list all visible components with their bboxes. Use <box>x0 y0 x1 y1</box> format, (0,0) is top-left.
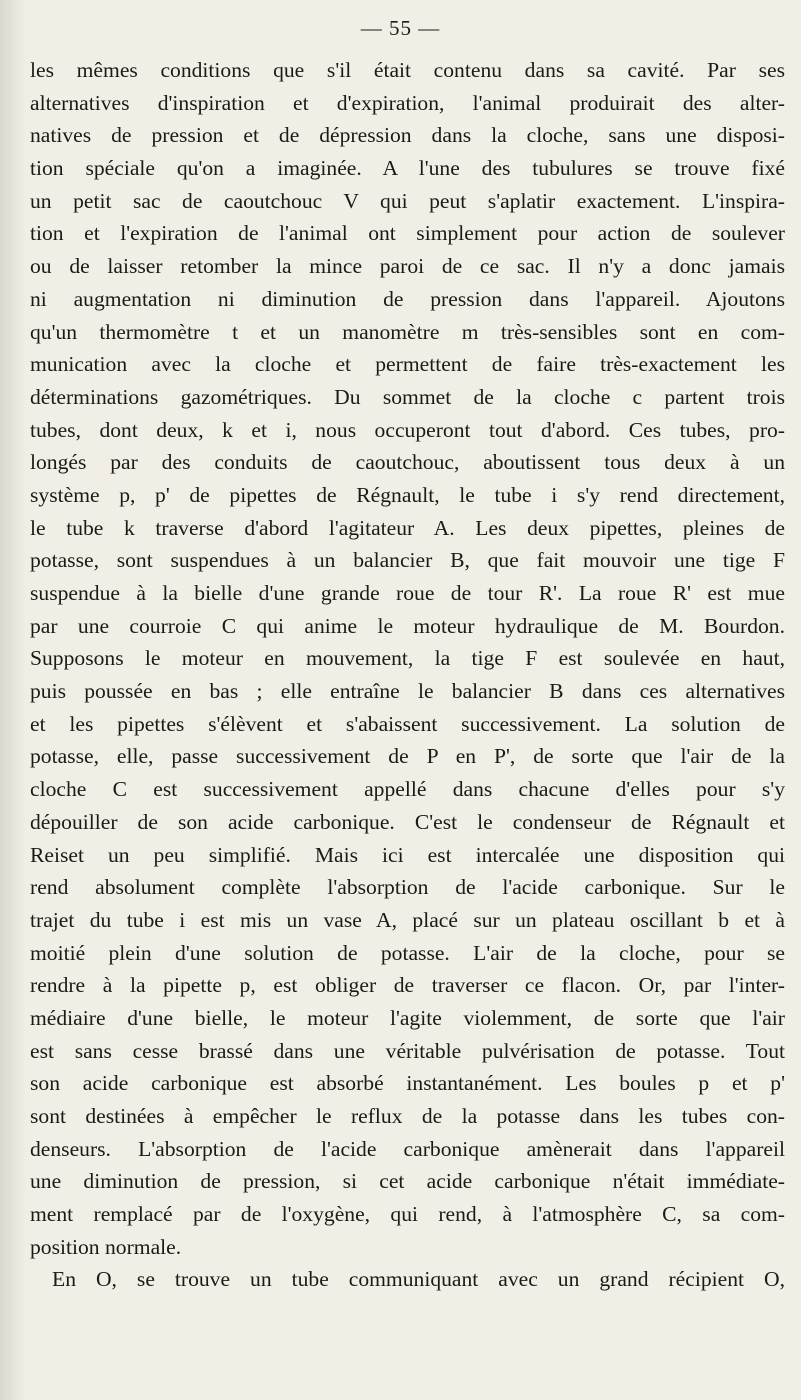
text-line: les mêmes conditions que s'il était contenu dans sa cavité. Par ses <box>30 58 785 82</box>
page-number: — 55 — <box>360 16 441 40</box>
text-line: dépouiller de son acide carbonique. C'est le condenseur de Régnault et <box>30 809 785 834</box>
text-line: tion et l'expiration de l'animal ont simplement pour action de soulever <box>30 221 785 246</box>
text-line: ou de laisser retomber la mince paroi de ce sac. Il n'y a donc jamais <box>30 254 785 279</box>
text-line: ni augmentation ni diminution de pression dans l'appareil. Ajoutons <box>30 286 785 311</box>
text-line: et les pipettes s'élèvent et s'abaissent successivement. La solution de <box>30 711 785 736</box>
text-line: son acide carbonique est absorbé instantanément. Les boules p et p' <box>30 1071 785 1096</box>
text-line: potasse, sont suspendues à un balancier B, que fait mouvoir une tige F <box>30 548 785 573</box>
text-line: une diminution de pression, si cet acide carbonique n'était immédiate- <box>30 1169 785 1194</box>
page-edge-shadow <box>0 0 26 1400</box>
text-line: puis poussée en bas ; elle entraîne le balancier B dans ces alternatives <box>30 679 785 704</box>
text-line: potasse, elle, passe successivement de P en P', de sorte que l'air de la <box>30 744 785 769</box>
text-line: le tube k traverse d'abord l'agitateur A. Les deux pipettes, pleines de <box>30 515 785 540</box>
text-line: ment remplacé par de l'oxygène, qui rend, à l'atmosphère C, sa com- <box>30 1202 785 1227</box>
text-line: rend absolument complète l'absorption de l'acide carbonique. Sur le <box>30 875 785 900</box>
text-line: par une courroie C qui anime le moteur hydraulique de M. Bourdon. <box>30 613 785 638</box>
text-line: tubes, dont deux, k et i, nous occuperont tout d'abord. Ces tubes, pro- <box>30 417 785 442</box>
text-line: moitié plein d'une solution de potasse. L'air de la cloche, pour se <box>30 940 785 965</box>
text-line: En O, se trouve un tube communiquant avec un grand récipient O, <box>52 1267 785 1292</box>
text-line: natives de pression et de dépression dans la cloche, sans une disposi- <box>30 123 785 148</box>
text-line: qu'un thermomètre t et un manomètre m très-sensibles sont en com- <box>30 319 785 344</box>
text-line: système p, p' de pipettes de Régnault, le tube i s'y rend directement, <box>30 482 785 507</box>
text-line: Reiset un peu simplifié. Mais ici est intercalée une disposition qui <box>30 842 785 867</box>
text-line: un petit sac de caoutchouc V qui peut s'aplatir exactement. L'inspira- <box>30 188 785 213</box>
body-text <box>30 54 785 1296</box>
text-line: munication avec la cloche et permettent de faire très-exactement les <box>30 352 785 377</box>
text-line: longés par des conduits de caoutchouc, aboutissent tous deux à un <box>30 450 785 475</box>
text-line: Supposons le moteur en mouvement, la tige F est soulevée en haut, <box>30 646 785 671</box>
text-line: cloche C est successivement appellé dans chacune d'elles pour s'y <box>30 777 785 802</box>
text-line: suspendue à la bielle d'une grande roue de tour R'. La roue R' est mue <box>30 581 785 605</box>
text-line: trajet du tube i est mis un vase A, placé sur un plateau oscillant b et à <box>30 907 785 932</box>
text-line: sont destinées à empêcher le reflux de la potasse dans les tubes con- <box>30 1104 785 1128</box>
text-line: déterminations gazométriques. Du sommet de la cloche c partent trois <box>30 384 785 409</box>
text-line: alternatives d'inspiration et d'expiration, l'animal produirait des alter- <box>30 90 785 115</box>
text-line: est sans cesse brassé dans une véritable pulvérisation de potasse. Tout <box>30 1038 785 1063</box>
text-line: position normale. <box>30 1234 182 1259</box>
text-line: médiaire d'une bielle, le moteur l'agite violemment, de sorte que l'air <box>30 1005 785 1030</box>
text-line: rendre à la pipette p, est obliger de traverser ce flacon. Or, par l'inter- <box>30 973 785 998</box>
text-line: tion spéciale qu'on a imaginée. A l'une des tubulures se trouve fixé <box>30 156 785 181</box>
text-line: denseurs. L'absorption de l'acide carbonique amènerait dans l'appareil <box>30 1136 785 1161</box>
